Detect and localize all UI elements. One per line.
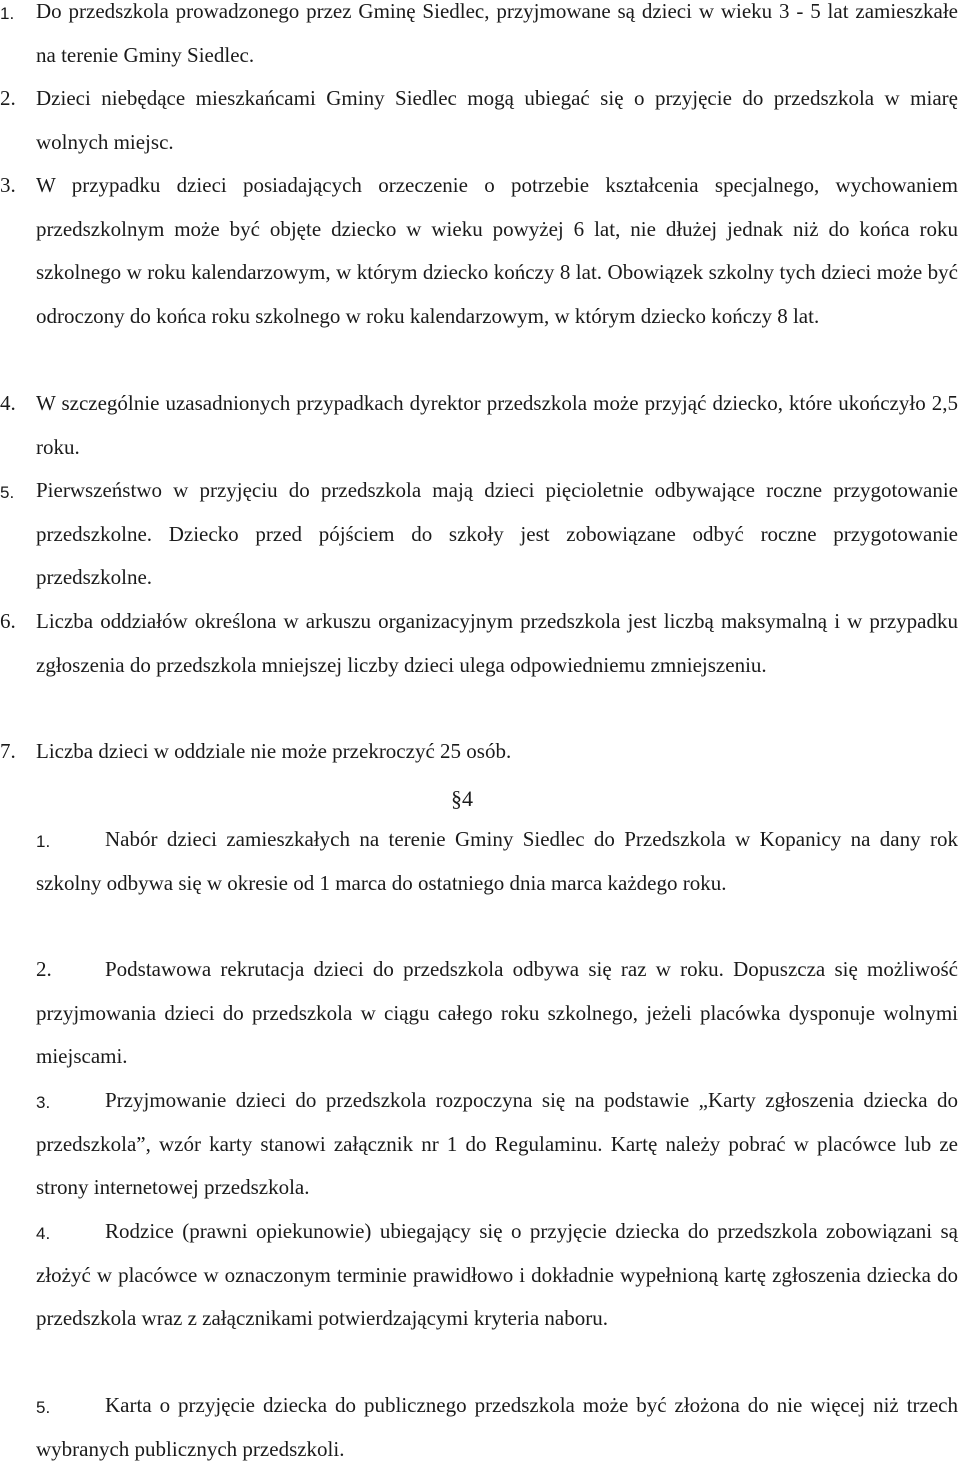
item-number: 7. bbox=[0, 739, 16, 763]
item-text: Dzieci niebędące mieszkańcami Gminy Siedlec mogą ubiegać się o przyjęcie do przedszkola w miarę wolnych miejsc. bbox=[36, 86, 958, 154]
item-text: Podstawowa rekrutacja dzieci do przedszkola odbywa się raz w roku. Dopuszcza się możliwość przyjmowania dzieci do przedszkola w ciągu całego roku szkolnego, jeżeli placówka dysponuje wolnymi miejscami. bbox=[36, 957, 958, 1068]
item-text: Karta o przyjęcie dziecka do publicznego przedszkola może być złożona do nie więcej niż trzech wybranych publicznych przedszkoli. bbox=[36, 1393, 958, 1461]
item-number: 3. bbox=[0, 173, 16, 197]
item-text: Do przedszkola prowadzonego przez Gminę Siedlec, przyjmowane są dzieci w wieku 3 - 5 lat zamieszkałe na terenie Gminy Siedlec. bbox=[36, 0, 958, 67]
item-number: 3. bbox=[36, 1093, 51, 1112]
item-text: Nabór dzieci zamieszkałych na terenie Gminy Siedlec do Przedszkola w Kopanicy na dany rok szkolny odbywa się w okresie od 1 marca do ostatniego dnia marca każdego roku. bbox=[36, 827, 958, 895]
item-number: 2. bbox=[36, 957, 52, 981]
item-number: 1. bbox=[0, 4, 15, 23]
item-text: W szczególnie uzasadnionych przypadkach dyrektor przedszkola może przyjąć dziecko, które ukończyło 2,5 roku. bbox=[36, 391, 958, 459]
item-number: 6. bbox=[0, 609, 16, 633]
item-text: Pierwszeństwo w przyjęciu do przedszkola mają dzieci pięcioletnie odbywające roczne przygotowanie przedszkolne. Dziecko przed pójściem do szkoły jest zobowiązane odbyć roczne przygotowanie przedszkolne. bbox=[36, 478, 958, 589]
item-text: Rodzice (prawni opiekunowie) ubiegający się o przyjęcie dziecka do przedszkola zobowiązani są złożyć w placówce w oznaczonym terminie prawidłowo i dokładnie wypełnioną kartę zgłoszenia dziecka do przedszkola wraz z załącznikami potwierdzającymi kryteria naboru. bbox=[36, 1219, 958, 1330]
item-text: Przyjmowanie dzieci do przedszkola rozpoczyna się na podstawie „Karty zgłoszenia dziecka do przedszkola”, wzór karty stanowi załącznik nr 1 do Regulaminu. Kartę należy pobrać w placówce lub ze strony internetowej przedszkola. bbox=[36, 1088, 958, 1199]
item-number: 5. bbox=[36, 1398, 51, 1417]
item-text: Liczba oddziałów określona w arkuszu organizacyjnym przedszkola jest liczbą maksymalną i w przypadku zgłoszenia do przedszkola mniejszej liczby dzieci ulega odpowiedniemu zmniejszeniu. bbox=[36, 609, 958, 677]
section-heading: §4 bbox=[451, 786, 473, 811]
item-text: Liczba dzieci w oddziale nie może przekroczyć 25 osób. bbox=[36, 739, 512, 763]
item-number: 2. bbox=[0, 86, 16, 110]
item-number: 1. bbox=[36, 832, 51, 851]
item-number: 4. bbox=[0, 391, 16, 415]
item-text: W przypadku dzieci posiadających orzeczenie o potrzebie kształcenia specjalnego, wychowaniem przedszkolnym może być objęte dziecko w wieku powyżej 6 lat, nie dłużej jednak niż do końca roku szkolnego w roku kalendarzowym, w którym dziecko kończy 8 lat. Obowiązek szkolny tych dzieci może być odroczony do końca roku szkolnego w roku kalendarzowym, w którym dziecko kończy 8 lat. bbox=[36, 173, 958, 328]
item-number: 5. bbox=[0, 483, 15, 502]
item-number: 4. bbox=[36, 1224, 51, 1243]
